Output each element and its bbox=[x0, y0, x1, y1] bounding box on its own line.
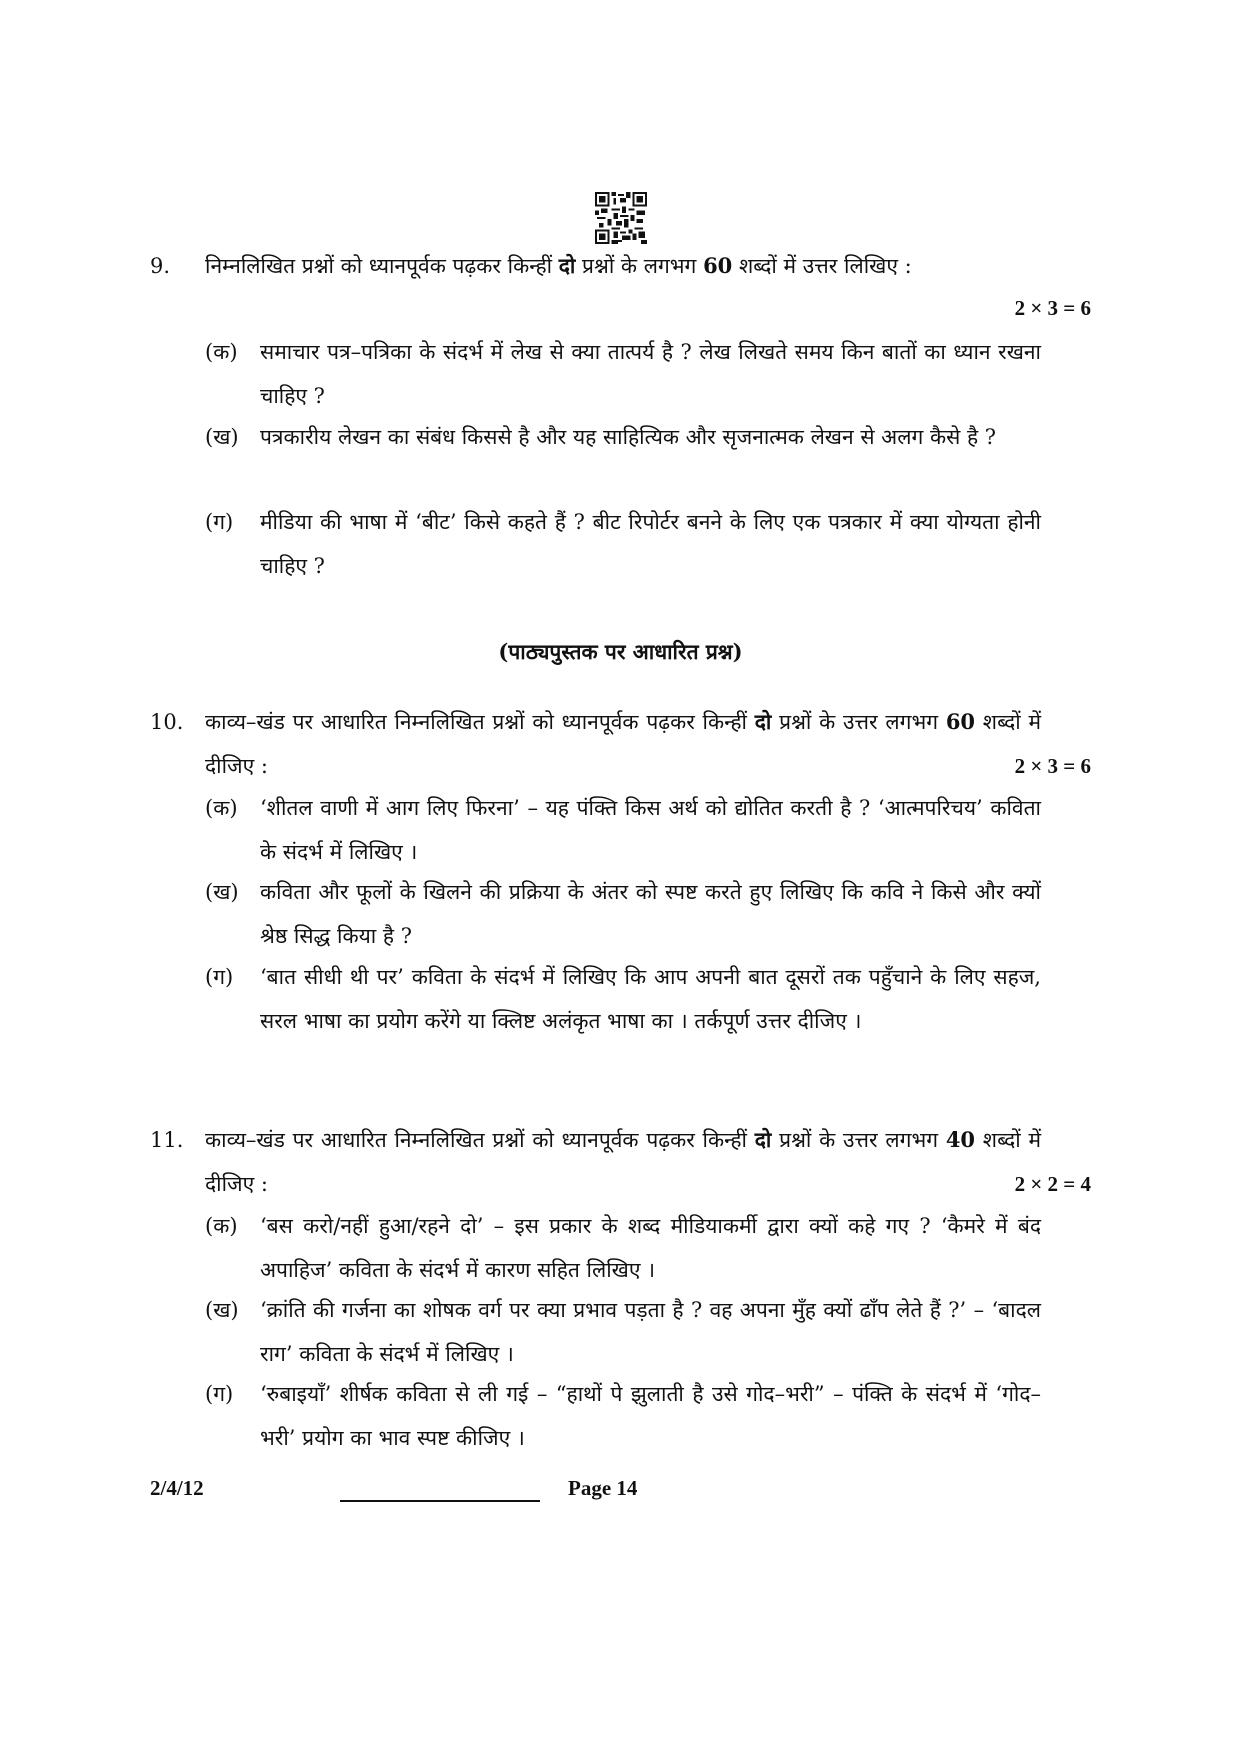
part-text: ‘बस करो/नहीं हुआ/रहने दो’ – इस प्रकार के शब्द मीडियाकर्मी द्वारा क्यों कहे गए ? ‘कैमरे में बंद अपाहिज’ कविता के संदर्भ में कारण सहित लिखिए । bbox=[260, 1214, 1041, 1282]
part-label: (ग) bbox=[205, 965, 234, 989]
part-label: (क) bbox=[205, 340, 238, 364]
part-label: (ख) bbox=[205, 880, 239, 904]
question-10-part-kha bbox=[205, 870, 1041, 960]
part-label: (ख) bbox=[205, 425, 239, 449]
question-10-text: काव्य–खंड पर आधारित निम्नलिखित प्रश्नों को ध्यानपूर्वक पढ़कर किन्हीं दो प्रश्नों के उत्तर लगभग 60 शब्दों में दीजिए : bbox=[205, 709, 1041, 778]
paper-code: 2/4/12 bbox=[150, 1476, 204, 1500]
question-number-9: 9. bbox=[150, 254, 171, 278]
question-number-10: 10. bbox=[150, 710, 184, 734]
question-9-part-kha bbox=[205, 415, 1041, 505]
part-label: (क) bbox=[205, 796, 238, 820]
question-number-11: 11. bbox=[150, 1128, 184, 1152]
part-label: (ग) bbox=[205, 510, 234, 534]
section-heading: (पाठ्यपुस्तक पर आधारित प्रश्न) bbox=[498, 639, 743, 664]
question-9-text: निम्नलिखित प्रश्नों को ध्यानपूर्वक पढ़कर किन्हीं दो प्रश्नों के लगभग 60 शब्दों में उत्तर लिखिए : bbox=[205, 253, 912, 278]
part-text: ‘बात सीधी थी पर’ कविता के संदर्भ में लिखिए कि आप अपनी बात दूसरों तक पहुँचाने के लिए सहज, सरल भाषा का प्रयोग करेंगे या क्लिष्ट अलंकृत भाषा का । तर्कपूर्ण उत्तर दीजिए । bbox=[260, 965, 1041, 1033]
question-10-part-ka bbox=[205, 786, 1041, 876]
footer-divider bbox=[340, 1500, 540, 1502]
part-text: कविता और फूलों के खिलने की प्रक्रिया के अंतर को स्पष्ट करते हुए लिखिए कि कवि ने किसे और क्यों श्रेष्ठ सिद्ध किया है ? bbox=[260, 880, 1041, 948]
question-9-part-ga bbox=[205, 500, 1041, 590]
part-label: (ख) bbox=[205, 1298, 239, 1322]
question-11-part-kha bbox=[205, 1288, 1041, 1378]
qr-code bbox=[595, 192, 647, 244]
question-11-text: काव्य–खंड पर आधारित निम्नलिखित प्रश्नों को ध्यानपूर्वक पढ़कर किन्हीं दो प्रश्नों के उत्तर लगभग 40 शब्दों में दीजिए : bbox=[205, 1127, 1041, 1196]
part-text: पत्रकारीय लेखन का संबंध किससे है और यह साहित्यिक और सृजनात्मक लेखन से अलग कैसे है ? bbox=[260, 425, 997, 449]
page-number: Page 14 bbox=[568, 1476, 638, 1500]
question-9-marks: 2 × 3 = 6 bbox=[1014, 296, 1091, 320]
part-label: (क) bbox=[205, 1214, 238, 1238]
part-text: ‘शीतल वाणी में आग लिए फिरना’ – यह पंक्ति किस अर्थ को द्योतित करती है ? ‘आत्मपरिचय’ कविता के संदर्भ में लिखिए । bbox=[260, 796, 1041, 864]
question-10-part-ga bbox=[205, 955, 1041, 1089]
question-11-marks: 2 × 2 = 4 bbox=[1014, 1172, 1091, 1196]
question-9-part-ka bbox=[205, 330, 1041, 420]
part-text: ‘क्रांति की गर्जना का शोषक वर्ग पर क्या प्रभाव पड़ता है ? वह अपना मुँह क्यों ढाँप लेते हैं ?’ – ‘बादल राग’ कविता के संदर्भ में लिखिए । bbox=[260, 1298, 1041, 1366]
part-text: समाचार पत्र–पत्रिका के संदर्भ में लेख से क्या तात्पर्य है ? लेख लिखते समय किन बातों का ध्यान रखना चाहिए ? bbox=[260, 340, 1041, 408]
part-text: मीडिया की भाषा में ‘बीट’ किसे कहते हैं ? बीट रिपोर्टर बनने के लिए एक पत्रकार में क्या योग्यता होनी चाहिए ? bbox=[260, 510, 1041, 578]
question-10-marks: 2 × 3 = 6 bbox=[1014, 754, 1091, 778]
question-11-part-ka bbox=[205, 1204, 1041, 1294]
part-text: ‘रुबाइयाँ’ शीर्षक कविता से ली गई – “हाथों पे झुलाती है उसे गोद–भरी” – पंक्ति के संदर्भ में ‘गोद–भरी’ प्रयोग का भाव स्पष्ट कीजिए । bbox=[260, 1382, 1041, 1450]
part-label: (ग) bbox=[205, 1382, 234, 1406]
question-11-part-ga bbox=[205, 1372, 1041, 1462]
